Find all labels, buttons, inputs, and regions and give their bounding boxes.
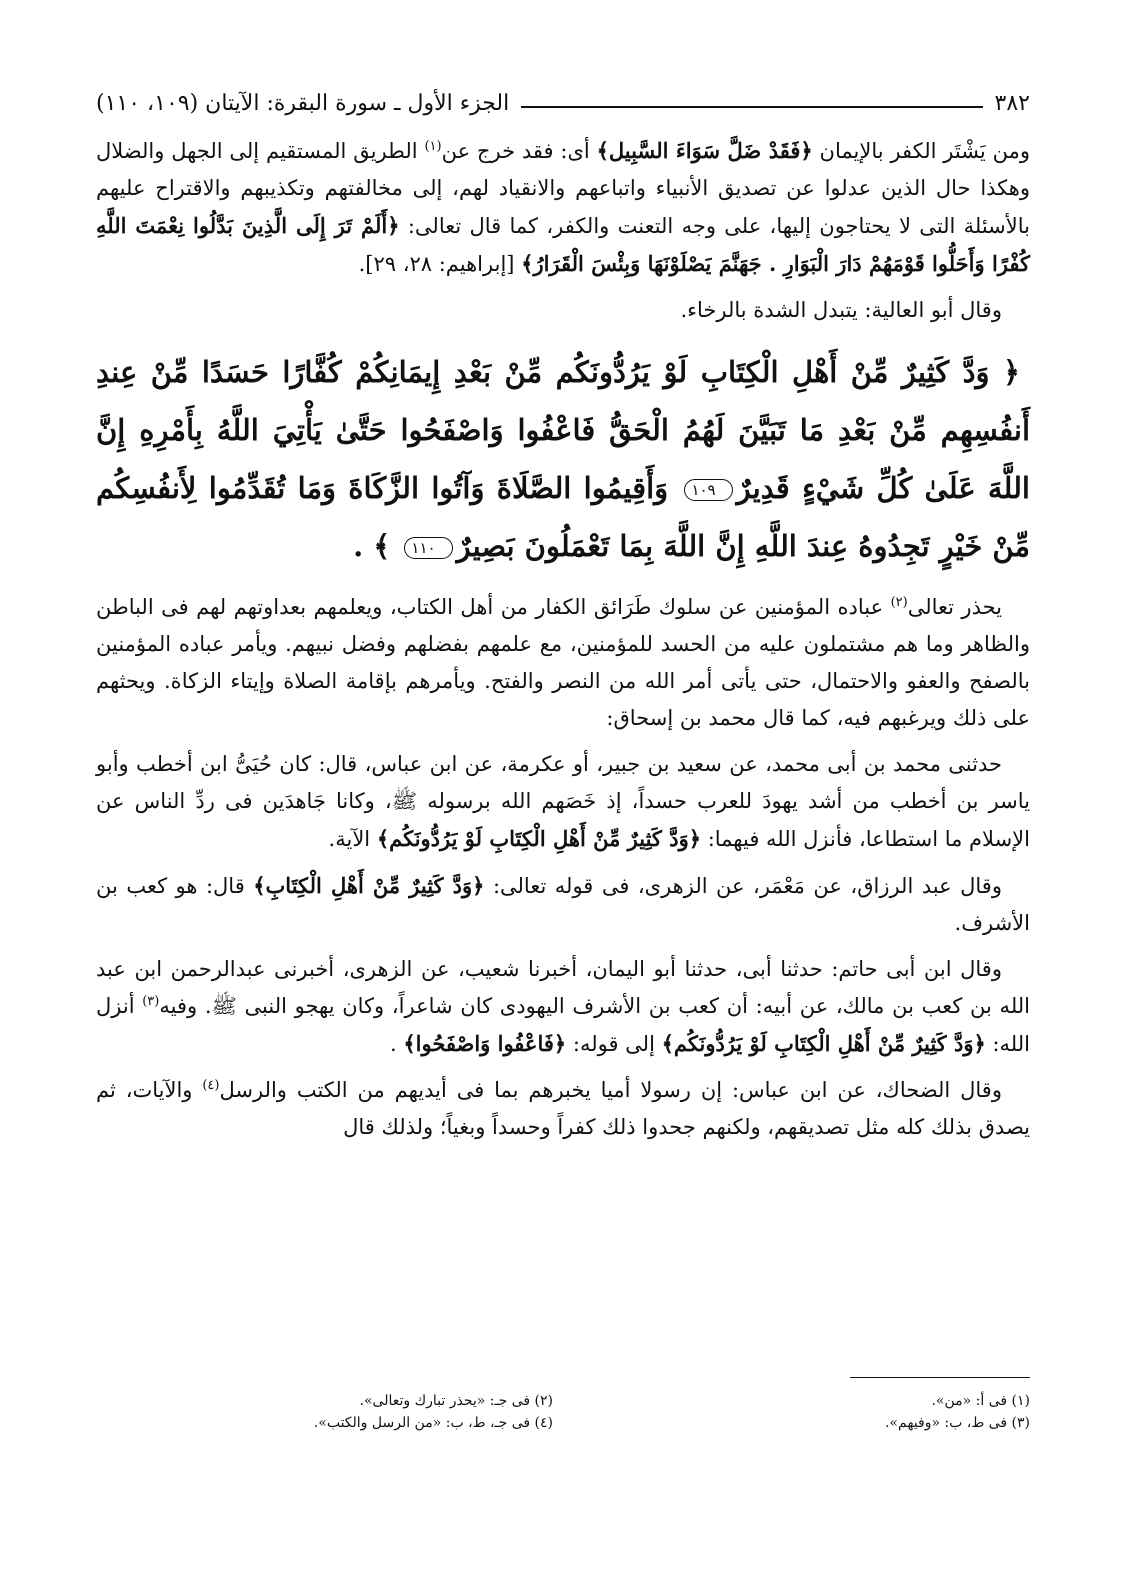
quran-quote: ﴿وَدَّ كَثِيرٌ مِّنْ أَهْلِ الْكِتَابِ لَوْ يَرُدُّونَكُم﴾ (376, 826, 702, 851)
verse-text: ﴾ . (353, 529, 401, 563)
footnote-ref: (٤) (202, 1078, 220, 1093)
text: ومن يَشْتَر الكفر بالإيمان (812, 139, 1030, 163)
quran-quote: ﴿وَدَّ كَثِيرٌ مِّنْ أَهْلِ الْكِتَابِ لَوْ يَرُدُّونَكُم﴾ (661, 1031, 986, 1056)
paragraph-5 (96, 867, 1030, 942)
text: وقال عبد الرزاق، عن مَعْمَر، عن الزهرى، فى قوله تعالى: (484, 874, 1002, 898)
text: [إبراهيم: ٢٨، ٢٩]. (358, 252, 522, 276)
page-number: ٣٨٢ (994, 90, 1030, 116)
running-title: الجزء الأول ـ سورة البقرة: الآيتان (١٠٩، ١١٠) (96, 90, 510, 116)
footnotes (96, 1390, 1030, 1434)
footnote-4: (٤) فى جـ، ط، ب: «من الرسل والكتب». (313, 1415, 553, 1431)
footnote-3: (٣) فى ط، ب: «وفيهم». (884, 1415, 1030, 1431)
paragraph-2: وقال أبو العالية: يتبدل الشدة بالرخاء. (680, 298, 1002, 322)
text: يحذر تعالى (907, 595, 1002, 619)
verse-text: ﴿ وَدَّ كَثِيرٌ مِّنْ أَهْلِ الْكِتَابِ لَوْ يَرُدُّونَكُم مِّنْ بَعْدِ إِيمَانِكُمْ كُفَّارًا حَسَدًا مِّنْ عِندِ أَنفُسِهِم مِّنْ بَعْدِ مَا تَبَيَّنَ لَهُمُ الْحَقُّ فَاعْفُوا وَاصْفَحُوا حَتَّىٰ يَأْتِيَ اللَّهُ بِأَمْرِهِ إِنَّ اللَّهَ عَلَىٰ كُلِّ شَيْءٍ قَدِيرٌ (96, 355, 1030, 505)
footnote-divider (850, 1377, 1030, 1378)
text: حدثنى محمد بن أبى محمد، عن سعيد بن جبير، أو عكرمة، عن ابن عباس، قال: كان حُيَىُّ ابن أخطب وأبو ياسر بن أخطب من أشد يهودَ للعرب حسداً، إذ خَصَهم الله برسوله ﷺ، وكانا جَاهدَين فى ردِّ الناس عن الإسلام ما استطاعا، فأنزل الله فيهما: (96, 752, 1030, 851)
quran-quote: ﴿فَقَدْ ضَلَّ سَوَاءَ السَّبِيل﴾ (596, 138, 813, 163)
verse-text: وَأَقِيمُوا الصَّلَاةَ وَآتُوا الزَّكَاةَ وَمَا تُقَدِّمُوا لِأَنفُسِكُم مِّنْ خَيْرٍ تَجِدُوهُ عِندَ اللَّهِ إِنَّ اللَّهَ بِمَا تَعْمَلُونَ بَصِيرٌ (96, 471, 1030, 563)
text: . (389, 1032, 404, 1056)
header-rule (521, 106, 982, 108)
verse-number-badge: ١١٠ (404, 537, 452, 559)
paragraph-7 (96, 1072, 1030, 1146)
text: عباده المؤمنين عن سلوك طَرَائق الكفار من أهل الكتاب، ويعلمهم بعداوتهم لهم فى الباطن والظاهر وما هم مشتملون عليه من الحسد للمؤمنين، مع علمهم بفضلهم وفضل نبيهم. ويأمر عباده المؤمنين بالصفح والعفو والاحتمال، حتى يأتى أمر الله من النصر والفتح. ويأمرهم بإقامة الصلاة وإيتاء الزكاة. ويحثهم على ذلك ويرغبهم فيه، كما قال محمد بن إسحاق: (96, 595, 1030, 730)
text: وقال ابن أبى حاتم: حدثنا أبى، حدثنا أبو اليمان، أخبرنا شعيب، عن الزهرى، أخبرنى عبدالرحمن ابن عبد الله بن كعب بن مالك، عن أبيه: أن كعب بن الأشرف اليهودى كان شاعراً، وكان يهجو النبى ﷺ. وفيه (96, 957, 1031, 1018)
quran-quote: ﴿وَدَّ كَثِيرٌ مِّنْ أَهْلِ الْكِتَابِ﴾ (253, 873, 485, 898)
text: إلى قوله: (566, 1032, 662, 1056)
paragraph-1 (96, 132, 1030, 283)
footnote-1: (١) فى أ: «من». (931, 1393, 1030, 1409)
quran-verse-block (96, 343, 1030, 575)
text: قال: هو كعب بن الأشرف. (96, 874, 1030, 935)
text: الطريق المستقيم إلى الجهل والضلال وهكذا حال الذين عدلوا عن تصديق الأنبياء واتباعهم والانقياد لهم، إلى مخالفتهم وتكذيبهم والاقتراح عليهم بالأسئلة التى لا يحتاجون إليها، على وجه التعنت والكفر، كما قال تعالى: (96, 139, 1030, 238)
footnote-ref: (٢) (890, 595, 908, 610)
text: الآية. (328, 827, 377, 851)
verse-number-badge: ١٠٩ (684, 479, 732, 501)
paragraph-3 (96, 589, 1030, 737)
text: أى: فقد خرج عن (441, 139, 597, 163)
text: والآيات، ثم يصدق بذلك كله مثل تصديقهم، ولكنهم جحدوا ذلك كفراً وحسداً وبغياً؛ ولذلك قال (96, 1078, 1030, 1139)
page-body (96, 132, 1030, 1155)
paragraph-6 (96, 951, 1030, 1063)
text: وقال الضحاك، عن ابن عباس: إن رسولا أميا يخبرهم بما فى أيديهم من الكتب والرسل (219, 1078, 1002, 1102)
footnote-ref: (٣) (142, 994, 160, 1009)
quran-quote: ﴿أَلَمْ تَرَ إِلَى الَّذِينَ بَدَّلُوا نِعْمَتَ اللَّهِ كُفْرًا وَأَحَلُّوا قَوْمَهُمْ دَارَ الْبَوَارِ . جَهَنَّمَ يَصْلَوْنَهَا وَبِئْسَ الْقَرَارُ﴾ (96, 213, 1030, 276)
paragraph-4 (96, 746, 1030, 858)
page-header (96, 86, 1030, 120)
quran-quote: ﴿فَاعْفُوا وَاصْفَحُوا﴾ (403, 1031, 567, 1056)
text: أنزل الله: (96, 994, 1030, 1056)
footnote-2: (٢) فى جـ: «يحذر تبارك وتعالى». (359, 1393, 553, 1409)
footnote-ref: (١) (424, 139, 442, 154)
